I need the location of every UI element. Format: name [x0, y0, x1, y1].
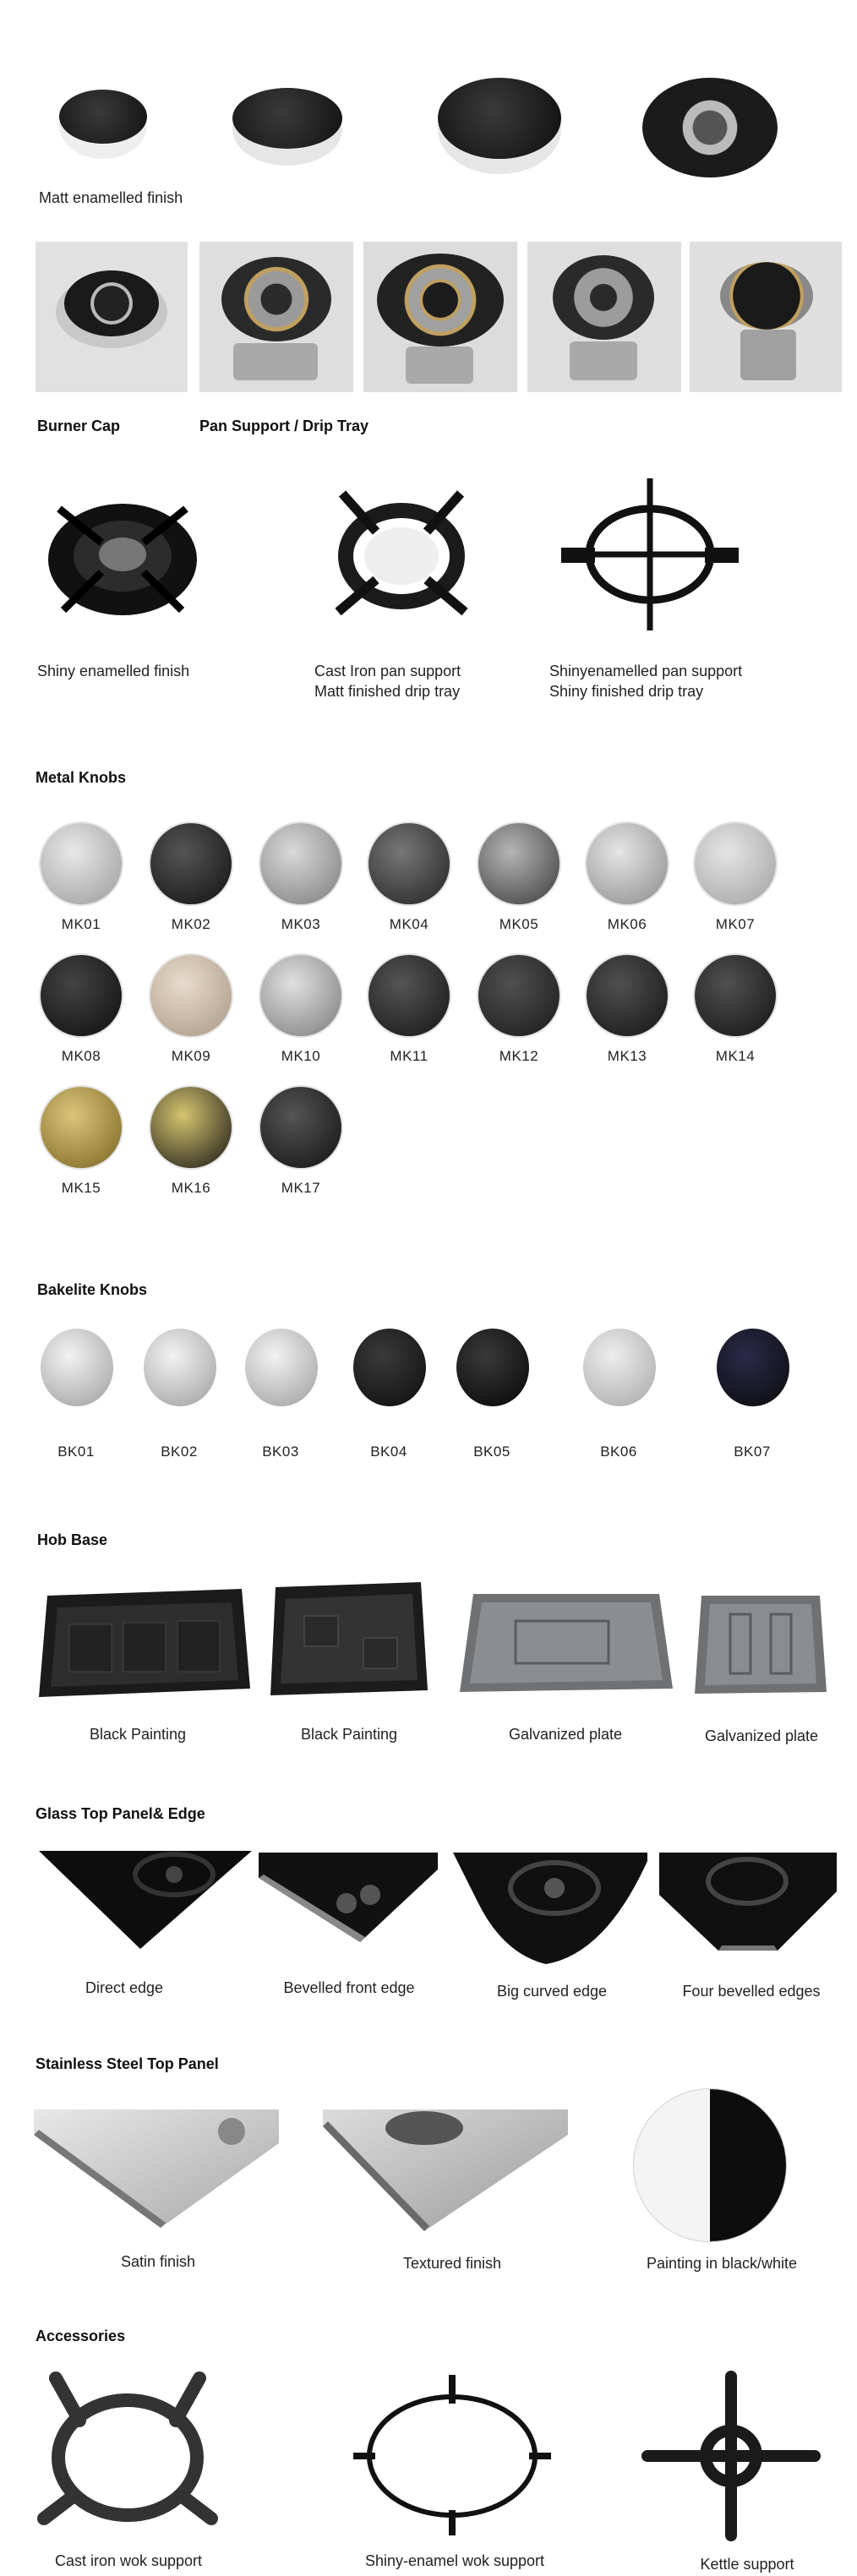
- glass-direct-edge-image: [39, 1851, 252, 1949]
- pan-support-2-line1: Cast Iron pan support: [314, 663, 461, 679]
- metal-knob-label: MK07: [715, 916, 756, 932]
- metal-knob-label: MK03: [281, 916, 321, 932]
- metal-knob-label: MK09: [171, 1048, 211, 1064]
- glass-caption-2: Bevelled front edge: [283, 1979, 415, 1996]
- metal-knob-mk10-image: [260, 955, 341, 1036]
- kettle-support-image: [642, 2371, 820, 2541]
- metal-knob-mk06-image: [587, 823, 668, 904]
- metal-knob-label: MK05: [499, 916, 539, 932]
- metal-knob-label: MK10: [281, 1048, 321, 1064]
- burner-photo-1: [35, 242, 188, 392]
- pan-support-shiny-enamel-image: [561, 478, 739, 639]
- glass-caption-1: Direct edge: [85, 1979, 164, 1996]
- glass-bevelled-front-image: [259, 1853, 438, 1942]
- cast-iron-wok-support-image: [39, 2370, 216, 2535]
- bakelite-knob-bk05-image: [456, 1329, 529, 1406]
- burner-photo-2: [199, 242, 353, 392]
- burner-cap-large-top: [438, 78, 561, 159]
- bakelite-knob-bk04-image: [353, 1329, 426, 1406]
- bakelite-knobs-heading: Bakelite Knobs: [37, 1281, 148, 1298]
- pan-support-3-line1: Shinyenamelled pan support: [549, 663, 743, 679]
- burner-cap-small-top: [59, 90, 147, 144]
- burner-photo-4: [527, 242, 681, 392]
- metal-knob-mk15-image: [41, 1087, 122, 1168]
- metal-knob-mk02-image: [150, 823, 232, 904]
- metal-knob-label: MK12: [499, 1048, 539, 1064]
- steel-painting-image: [634, 2089, 786, 2241]
- bakelite-knob-label: BK02: [161, 1444, 198, 1460]
- metal-knob-mk11-image: [368, 955, 450, 1036]
- bakelite-knob-label: BK05: [473, 1444, 510, 1460]
- hob-base-black-2-image: [270, 1579, 431, 1700]
- burner-cap-medium-top: [232, 88, 342, 149]
- metal-knob-mk09-image: [150, 955, 232, 1036]
- metal-knob-mk13-image: [587, 955, 668, 1036]
- metal-knob-mk08-image: [41, 955, 122, 1036]
- metal-knob-label: MK01: [61, 916, 101, 932]
- pan-support-3-line2: Shiny finished drip tray: [549, 683, 704, 700]
- metal-knob-mk03-image: [260, 823, 341, 904]
- accessories-heading: Accessories: [35, 2328, 126, 2344]
- hob-base-caption-4: Galvanized plate: [704, 1727, 819, 1744]
- bakelite-knob-bk02-image: [144, 1329, 216, 1406]
- steel-caption-3: Painting in black/white: [646, 2255, 798, 2272]
- hob-base-black-1-image: [39, 1579, 250, 1706]
- glass-four-bevelled-image: [659, 1853, 837, 1951]
- metal-knob-label: MK14: [715, 1048, 756, 1064]
- steel-top-heading: Stainless Steel Top Panel: [35, 2055, 219, 2072]
- bakelite-knob-bk07-image: [717, 1329, 789, 1406]
- metal-knob-label: MK16: [171, 1180, 211, 1196]
- metal-knob-label: MK15: [61, 1180, 101, 1196]
- matt-enamelled-caption: Matt enamelled finish: [39, 189, 183, 206]
- glass-caption-3: Big curved edge: [496, 1983, 608, 2000]
- accessory-caption-1: Cast iron wok support: [54, 2552, 203, 2569]
- metal-knob-mk12-image: [478, 955, 560, 1036]
- hob-base-caption-2: Black Painting: [300, 1726, 398, 1743]
- pan-support-shiny-image: [42, 483, 203, 627]
- bakelite-knob-bk06-image: [583, 1329, 656, 1406]
- hob-base-caption-1: Black Painting: [89, 1726, 187, 1743]
- accessory-caption-2: Shiny-enamel wok support: [364, 2552, 545, 2569]
- hob-base-heading: Hob Base: [37, 1531, 108, 1548]
- metal-knob-label: MK06: [607, 916, 647, 932]
- burner-cap-label: Burner Cap: [37, 418, 121, 434]
- steel-satin-image: [34, 2109, 279, 2228]
- bakelite-knob-label: BK06: [600, 1444, 637, 1460]
- hob-base-caption-3: Galvanized plate: [508, 1726, 623, 1743]
- bakelite-knob-bk03-image: [245, 1329, 318, 1406]
- burner-photo-5: [690, 242, 842, 392]
- pan-support-1-line1: Shiny enamelled finish: [37, 663, 190, 679]
- metal-knob-label: MK04: [389, 916, 429, 932]
- metal-knob-mk04-image: [368, 823, 450, 904]
- metal-knob-mk01-image: [41, 823, 122, 904]
- pan-support-drip-tray-label: Pan Support / Drip Tray: [199, 418, 369, 434]
- bakelite-knob-bk01-image: [41, 1329, 113, 1406]
- metal-knob-label: MK02: [171, 916, 211, 932]
- bakelite-knob-label: BK07: [734, 1444, 771, 1460]
- steel-caption-2: Textured finish: [402, 2255, 502, 2272]
- metal-knob-mk05-image: [478, 823, 560, 904]
- metal-knob-label: MK08: [61, 1048, 101, 1064]
- metal-knob-label: MK13: [607, 1048, 647, 1064]
- bakelite-knob-label: BK04: [370, 1444, 407, 1460]
- bakelite-knob-label: BK03: [262, 1444, 299, 1460]
- metal-knob-mk17-image: [260, 1087, 341, 1168]
- pan-support-2-line2: Matt finished drip tray: [314, 683, 461, 700]
- glass-big-curved-image: [453, 1853, 647, 1964]
- bakelite-knob-label: BK01: [57, 1444, 95, 1460]
- metal-knob-mk14-image: [695, 955, 776, 1036]
- burner-cap-ring: [642, 78, 778, 177]
- shiny-enamel-wok-support-image: [347, 2375, 558, 2535]
- accessory-caption-3: Kettle support: [700, 2556, 794, 2573]
- pan-support-cast-iron-image: [330, 485, 473, 624]
- hob-base-galvanized-2-image: [693, 1589, 828, 1699]
- metal-knob-label: MK11: [390, 1048, 428, 1064]
- metal-knob-label: MK17: [281, 1180, 321, 1196]
- metal-knob-mk16-image: [150, 1087, 232, 1168]
- metal-knob-mk07-image: [695, 823, 776, 904]
- glass-top-heading: Glass Top Panel& Edge: [35, 1805, 205, 1822]
- steel-caption-1: Satin finish: [120, 2253, 196, 2270]
- metal-knobs-heading: Metal Knobs: [35, 769, 127, 786]
- burner-photo-3: [363, 242, 517, 392]
- steel-textured-image: [323, 2109, 568, 2231]
- hob-base-galvanized-1-image: [456, 1587, 676, 1697]
- glass-caption-4: Four bevelled edges: [682, 1983, 821, 2000]
